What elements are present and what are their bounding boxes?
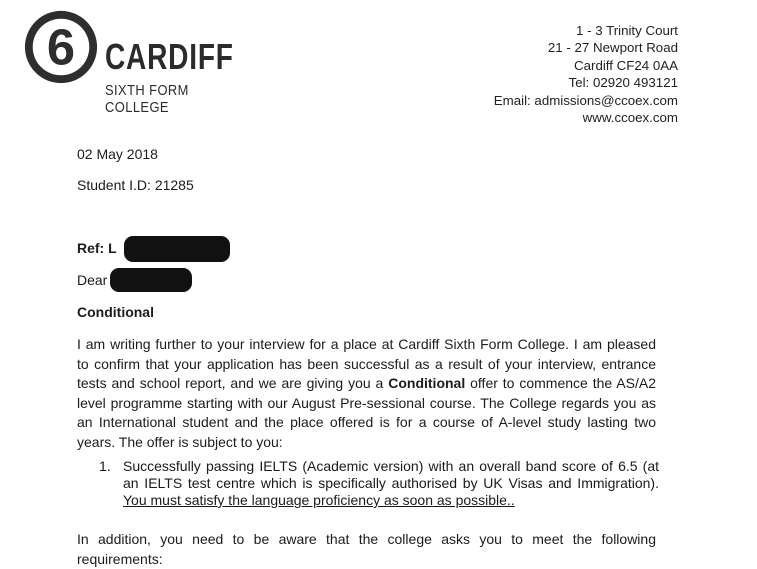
address-line: Cardiff CF24 0AA bbox=[494, 57, 678, 74]
logo-numeral: 6 bbox=[47, 19, 75, 76]
email-line: Email: admissions@ccoex.com bbox=[494, 92, 678, 109]
conditional-emphasis: Conditional bbox=[388, 375, 465, 391]
address-block bbox=[494, 22, 678, 126]
letter-heading: Conditional bbox=[77, 304, 154, 320]
list-item-line: an IELTS test centre which is specifically authorised by UK Visas and Immigration). bbox=[123, 475, 659, 492]
college-logo bbox=[22, 8, 232, 114]
paragraph-line: requirements: bbox=[77, 550, 656, 569]
paragraph-text: tests and school report, and we are giving you a bbox=[77, 375, 388, 391]
list-item-underlined-line: You must satisfy the language proficiency as soon as possible.. bbox=[123, 492, 659, 509]
college-name: CARDIFF bbox=[105, 36, 234, 78]
paragraph-line: an International student and the place offered is for a course of A-level study lasting two bbox=[77, 413, 656, 433]
redaction-mark bbox=[124, 236, 230, 262]
redaction-mark bbox=[110, 268, 192, 292]
list-item bbox=[123, 458, 659, 509]
phone-line: Tel: 02920 493121 bbox=[494, 74, 678, 91]
list-item-number: 1. bbox=[99, 458, 111, 474]
paragraph-text: offer to commence the AS/A2 bbox=[465, 375, 656, 391]
college-logo-mark bbox=[22, 8, 100, 86]
address-line: 21 - 27 Newport Road bbox=[494, 39, 678, 56]
letter-date: 02 May 2018 bbox=[77, 146, 158, 162]
ref-label: Ref: bbox=[77, 240, 104, 256]
paragraph-line bbox=[77, 374, 656, 394]
list-item-line: Successfully passing IELTS (Academic version) with an overall band score of 6.5 (at bbox=[123, 458, 659, 475]
body-paragraph-2 bbox=[77, 530, 656, 569]
body-paragraph-1 bbox=[77, 335, 656, 452]
website-line: www.ccoex.com bbox=[494, 109, 678, 126]
address-line: 1 - 3 Trinity Court bbox=[494, 22, 678, 39]
college-subtitle: SIXTH FORM COLLEGE bbox=[105, 82, 214, 116]
paragraph-line: In addition, you need to be aware that the college asks you to meet the following bbox=[77, 530, 656, 550]
salutation-word: Dear bbox=[77, 272, 107, 288]
paragraph-line: to confirm that your application has been successful as a result of your interview, entrance bbox=[77, 355, 656, 375]
paragraph-line: level programme starting with our August Pre-sessional course. The College regards you as bbox=[77, 394, 656, 414]
ref-line bbox=[77, 240, 117, 256]
ref-initial: L bbox=[108, 240, 117, 256]
paragraph-line: I am writing further to your interview for a place at Cardiff Sixth Form College. I am pleased bbox=[77, 335, 656, 355]
paragraph-line: years. The offer is subject to you: bbox=[77, 433, 656, 453]
student-id: Student I.D: 21285 bbox=[77, 177, 194, 193]
